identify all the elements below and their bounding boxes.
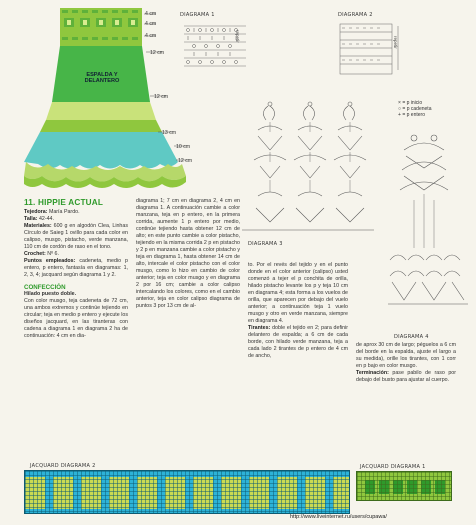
article-column-1 xyxy=(24,198,128,340)
measure-label: 4 cm xyxy=(145,21,157,27)
measure-label: 10 cm xyxy=(176,144,191,150)
skirt-illustration xyxy=(20,4,195,194)
skirt-label-line1: ESPALDA Y xyxy=(86,72,118,78)
spec-terminacion: Terminación: pase pabilo de raso por debajo del busto para ajustar al cuerpo. xyxy=(356,370,456,383)
measure-label: 12 cm xyxy=(150,50,165,56)
col1-body: Con color musgo, teja cadeneta de 72 cm, una ambos extremos y continúe tejiendo en circular; teja en medio p entero y ejecute los diseños jacquard, en las tiranteras con cadena a diagrama 1 en diagrama 2 ha de continuación: 4 cm en dia- xyxy=(24,298,128,339)
spec-tejedora: Tejedora: María Pardo. xyxy=(24,209,80,215)
skirt-label-line2: DELANTERO xyxy=(84,78,120,84)
article-column-4 xyxy=(356,342,456,384)
jacquard-1-label: JACQUARD DIAGRAMA 1 xyxy=(360,464,426,470)
repetir-label: repetir xyxy=(235,30,240,43)
legend-item: + = p entero xyxy=(398,112,425,118)
diagram-1-label: DIAGRAMA 1 xyxy=(180,12,215,18)
col4-body: de aprox 30 cm de largo; péguelos a 6 cm del borde en la espalda, ajuste el largo a su medida), orille los tirantes, con 1 corr en p bajo en color musgo. xyxy=(356,342,456,369)
jacquard-2-grid xyxy=(24,470,350,514)
spec-crochet: Crochet: Nº 6. xyxy=(24,251,59,257)
measure-label: 12 cm xyxy=(178,158,193,164)
confeccion-heading: CONFECCIÓN xyxy=(24,284,66,291)
measure-label: 4 cm xyxy=(145,33,157,39)
article-title: 11. HIPPIE ACTUAL xyxy=(24,198,104,207)
article-column-3 xyxy=(248,262,348,360)
diagram-3-chart xyxy=(238,96,378,246)
spec-puntos: Puntos empleados: cadeneta, medio p entero, p entero, fantasía en diagramas: 1, 2, 3, 4; jacquard según diagrama 1 y 2. xyxy=(24,258,128,278)
measure-label: 4 cm xyxy=(145,11,157,17)
diagram-1-chart xyxy=(180,20,250,76)
measure-label: 12 cm xyxy=(154,94,169,100)
symbol-legend xyxy=(398,100,431,118)
chain-stitch-icon: ○ xyxy=(398,106,402,112)
diagram-4-label: DIAGRAMA 4 xyxy=(394,334,429,340)
spec-tirantes: Tirantes: doble el tejido en 2; para definir delantero de espalda; a 6 cm de cada borde, con hilado verde manzana, teja a cada lado 2 tirantes de p entero de 4 cm de ancho, xyxy=(248,325,348,359)
source-url: http://www.liveinternet.ru/users/cupawa/ xyxy=(290,514,387,520)
legend-item: × = p inicio xyxy=(398,100,423,106)
jacquard-2-label: JACQUARD DIAGRAMA 2 xyxy=(30,463,96,469)
diagram-2-chart xyxy=(336,20,416,80)
article-column-2 xyxy=(136,198,240,310)
start-stitch-icon: × xyxy=(398,100,401,106)
skirt-label xyxy=(80,72,124,84)
diagram-3-label: DIAGRAMA 3 xyxy=(248,241,283,247)
measure-label: 13 cm xyxy=(162,130,177,136)
repetir-label: repetir xyxy=(393,36,398,49)
double-stitch-icon: + xyxy=(398,112,401,118)
diagram-2-label: DIAGRAMA 2 xyxy=(338,12,373,18)
spec-talla: Talla: 42-44. xyxy=(24,216,54,222)
hilado-note: Hilado puesto doble. xyxy=(24,291,77,297)
jacquard-1-grid xyxy=(356,471,452,501)
col3-body: to. Por el revés del tejido y en el punto donde en el color anterior (calipso) usted comenzó a tejer el p conchita de orilla, hilado pistacho levante los p y teja 10 cm en diagrama 4; esta forma a los vuelos de orilla, que aparecen por debajo del vuelo anterior; a continuación teja 1 vuelo musgo y otro en verde manzana, siempre en diagrama 4. xyxy=(248,262,348,324)
diagram-4-chart xyxy=(384,130,472,326)
spec-materiales: Materiales: 600 g en algodón Clea, Linhas Círculo de Saieg 1 ovillo para cada color en calipso, musgo, pistacho, verde manzana, 110 cm de cordón de raso en el tono. xyxy=(24,223,128,250)
col2-body: diagrama 1; 7 cm en diagrama 2, 4 cm en diagrama 1. A continuación cambie a color manzana, teja en p entero, en la primera corrida, aumente 1 p entero por medio, continúe tejiendo hasta obtener 12 cm de alto; en este punto cambie a color pistacho, tejiendo en la misma corrida 2 p en pistacho y 2 p en manzana cambie a color pistacho y teja en diagrama 1, hasta obtener 14 cm de alto, intercale el color pistacho con el color musgo, como lo hizo en cambio de color anterior; teja en color musgo y en diagrama 2 por 16 cm; cambie a color calipso intercalando los colores, como en el cambio anterior, teja en color calipso diagrama de puntos 3 por 13 cm de al- xyxy=(136,198,240,309)
legend-item: ○ = p cadeneta xyxy=(398,106,432,112)
